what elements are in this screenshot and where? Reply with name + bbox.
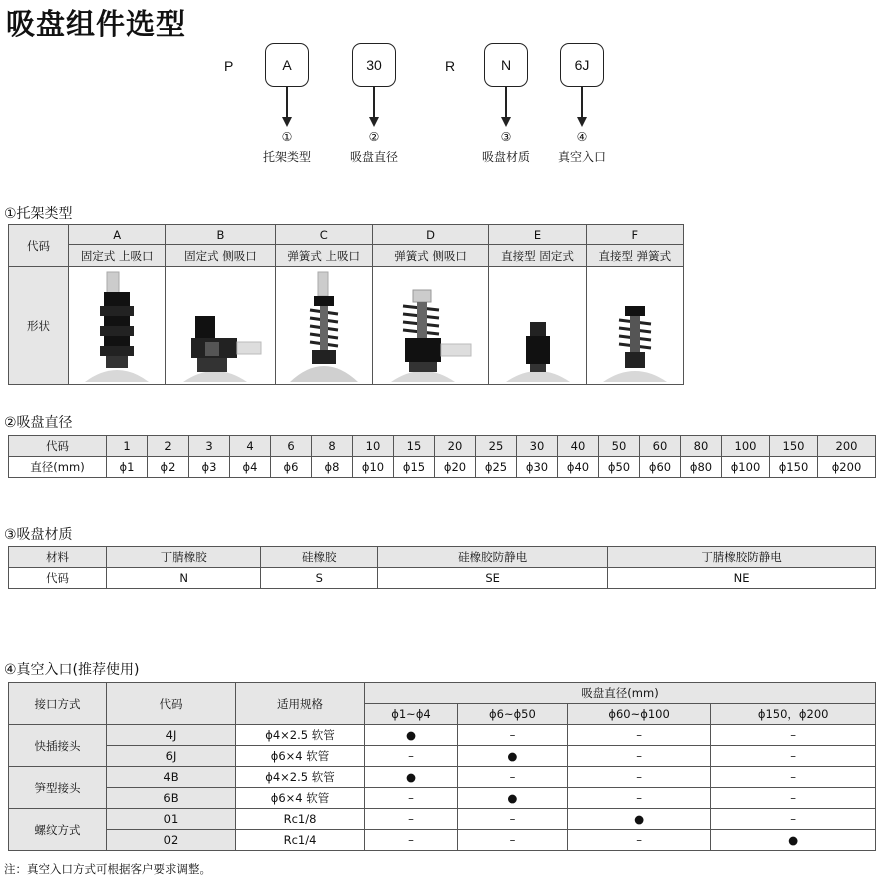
material-code: N [107,568,261,589]
diameter-value: ϕ60 [640,457,681,478]
material-code: S [261,568,378,589]
compat-cell: – [365,788,458,809]
index-caption: 吸盘直径 [349,150,398,164]
compat-cell: ● [458,788,568,809]
index-caption: 真空入口 [557,150,606,164]
pointer-line [286,87,288,118]
pointer-line [581,87,583,118]
method-group: 笋型接头 [9,767,107,809]
row-header-code: 代码 [9,225,69,267]
index-number: ③ [500,130,512,144]
page-title: 吸盘组件选型 [6,7,187,41]
diameter-code: 50 [599,436,640,457]
section-heading-bracket-type: ①托架类型 [4,206,73,222]
diameter-value: ϕ6 [271,457,312,478]
compat-cell: ● [711,830,876,851]
diameter-code: 4 [230,436,271,457]
code-box-vacuum-port: 6J [560,43,604,87]
row-header-diameter: 直径(mm) [9,457,107,478]
diameter-value: ϕ80 [681,457,722,478]
diameter-code: 15 [394,436,435,457]
arrow-down-icon [577,117,587,127]
compat-cell: – [458,767,568,788]
bracket-code: E [489,225,586,245]
separator-letter-r: R [445,58,456,74]
diameter-code: 6 [271,436,312,457]
compat-cell: – [567,725,711,746]
code-box-material: N [484,43,528,87]
diameter-code: 30 [517,436,558,457]
bracket-code: F [586,225,683,245]
compat-cell: – [711,746,876,767]
diameter-range: ϕ60~ϕ100 [567,704,711,725]
diameter-code: 1 [107,436,148,457]
material-code: SE [378,568,608,589]
diameter-range: ϕ150，ϕ200 [711,704,876,725]
method-group: 快插接头 [9,725,107,767]
diameter-value: ϕ200 [818,457,876,478]
index-number: ④ [576,130,588,144]
row-header-material: 材料 [9,547,107,568]
diameter-value: ϕ1 [107,457,148,478]
header-cup-diameter: 吸盘直径(mm) [365,683,876,704]
diameter-value: ϕ40 [558,457,599,478]
bracket-code: A [69,225,166,245]
index-number: ① [281,130,293,144]
diameter-code: 20 [435,436,476,457]
diameter-code: 10 [353,436,394,457]
vacuum-port-table [8,682,876,851]
diameter-code: 80 [681,436,722,457]
compat-cell: ● [365,767,458,788]
section-heading-vacuum-port: ④真空入口(推荐使用) [4,662,140,678]
port-code: 4B [107,767,236,788]
diameter-value: ϕ150 [770,457,818,478]
diameter-range: ϕ6~ϕ50 [458,704,568,725]
arrow-down-icon [282,117,292,127]
bracket-desc: 固定式 侧吸口 [166,245,275,267]
port-spec: ϕ6×4 软管 [236,746,365,767]
cup-material-table [8,546,876,589]
diameter-code: 3 [189,436,230,457]
bracket-image-c [275,267,372,385]
bracket-code: B [166,225,275,245]
diameter-code: 200 [818,436,876,457]
port-spec: Rc1/4 [236,830,365,851]
footnote: 注：真空入口方式可根据客户要求调整。 [4,862,211,876]
compat-cell: – [458,725,568,746]
compat-cell: – [711,767,876,788]
header-code: 代码 [107,683,236,725]
table-row [9,725,876,746]
index-number: ② [368,130,380,144]
table-row [9,746,876,767]
bracket-desc: 弹簧式 上吸口 [275,245,372,267]
row-header-shape: 形状 [9,267,69,385]
diameter-code: 60 [640,436,681,457]
port-code: 6B [107,788,236,809]
compat-cell: ● [365,725,458,746]
header-spec: 适用规格 [236,683,365,725]
diameter-value: ϕ4 [230,457,271,478]
port-code: 6J [107,746,236,767]
bracket-image-a [69,267,166,385]
port-spec: ϕ4×2.5 软管 [236,725,365,746]
arrow-down-icon [369,117,379,127]
compat-cell: – [365,809,458,830]
compat-cell: – [711,788,876,809]
diameter-code-row [9,436,876,457]
pointer-line [505,87,507,118]
index-caption: 托架类型 [262,150,311,164]
section-heading-cup-material: ③吸盘材质 [4,527,73,543]
diameter-value: ϕ30 [517,457,558,478]
row-header-code: 代码 [9,436,107,457]
port-code: 4J [107,725,236,746]
bracket-code: D [372,225,489,245]
port-code: 01 [107,809,236,830]
port-spec: ϕ4×2.5 软管 [236,767,365,788]
diameter-code: 40 [558,436,599,457]
bracket-code: C [275,225,372,245]
diameter-range: ϕ1~ϕ4 [365,704,458,725]
bracket-desc: 固定式 上吸口 [69,245,166,267]
compat-cell: – [365,830,458,851]
compat-cell: – [365,746,458,767]
material-code: NE [608,568,876,589]
row-header-code: 代码 [9,568,107,589]
diameter-value-row [9,457,876,478]
table-row [9,788,876,809]
diameter-value: ϕ100 [722,457,770,478]
compat-cell: – [567,830,711,851]
code-box-diameter: 30 [352,43,396,87]
port-code: 02 [107,830,236,851]
table-row [9,809,876,830]
material-name: 硅橡胶 [261,547,378,568]
bracket-image-f [586,267,683,385]
cup-diameter-table [8,435,876,478]
diameter-value: ϕ20 [435,457,476,478]
material-name: 丁腈橡胶 [107,547,261,568]
diameter-value: ϕ2 [148,457,189,478]
bracket-image-b [166,267,275,385]
port-spec: ϕ6×4 软管 [236,788,365,809]
diameter-value: ϕ50 [599,457,640,478]
diameter-value: ϕ8 [312,457,353,478]
compat-cell: – [567,767,711,788]
diameter-code: 2 [148,436,189,457]
table-row [9,830,876,851]
method-group: 螺纹方式 [9,809,107,851]
diameter-code: 8 [312,436,353,457]
prefix-letter-p: P [224,58,234,74]
material-name: 丁腈橡胶防静电 [608,547,876,568]
compat-cell: – [458,830,568,851]
table-row [9,767,876,788]
diameter-value: ϕ15 [394,457,435,478]
port-spec: Rc1/8 [236,809,365,830]
compat-cell: – [567,746,711,767]
pointer-line [373,87,375,118]
diameter-code: 100 [722,436,770,457]
arrow-down-icon [501,117,511,127]
diameter-value: ϕ25 [476,457,517,478]
diameter-value: ϕ3 [189,457,230,478]
code-box-bracket: A [265,43,309,87]
diameter-code: 150 [770,436,818,457]
index-caption: 吸盘材质 [481,150,530,164]
compat-cell: ● [458,746,568,767]
diameter-code: 25 [476,436,517,457]
compat-cell: – [711,809,876,830]
section-heading-cup-diameter: ②吸盘直径 [4,415,73,431]
compat-cell: – [567,788,711,809]
bracket-image-d [372,267,489,385]
bracket-desc: 直接型 固定式 [489,245,586,267]
compat-cell: ● [567,809,711,830]
compat-cell: – [458,809,568,830]
bracket-type-table [8,224,684,385]
header-method: 接口方式 [9,683,107,725]
diameter-value: ϕ10 [353,457,394,478]
material-name: 硅橡胶防静电 [378,547,608,568]
bracket-desc: 直接型 弹簧式 [586,245,683,267]
bracket-image-e [489,267,586,385]
bracket-desc: 弹簧式 侧吸口 [372,245,489,267]
compat-cell: – [711,725,876,746]
